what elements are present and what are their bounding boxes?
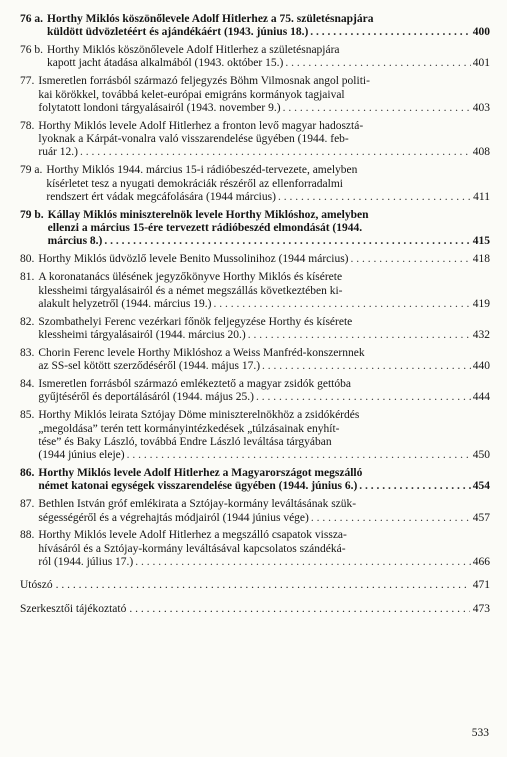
- entry-text: [38, 409, 490, 462]
- entry-line: német katonai egységek visszarendelése ügyében (1944. június 6.): [38, 480, 358, 493]
- dot-leader: [311, 512, 471, 525]
- entry-number: 84.: [20, 378, 35, 391]
- entry-line: Chorin Ferenc levele Horthy Miklóshoz a Weiss Manfréd-konszernnek: [38, 346, 365, 359]
- entry-text: [47, 13, 490, 40]
- entry-line: Ismeretlen forrásból származó emlékeztető a magyar zsidók gettóba: [38, 378, 351, 391]
- entry-text: [38, 529, 490, 569]
- entry-text: [47, 44, 490, 71]
- entry-line: ségességéről és a végrehajtás módjairól (1944 június vége): [38, 511, 309, 524]
- dot-leader: [256, 391, 471, 404]
- dot-leader: [129, 603, 469, 615]
- entry-page: 418: [472, 253, 490, 266]
- entry-line: gyűjtéséről és deportálásáról (1944. május 25.): [38, 391, 254, 404]
- dot-leader: [283, 102, 471, 115]
- toc-entry: [20, 529, 490, 569]
- entry-text: [38, 316, 490, 343]
- entry-text: [38, 347, 490, 374]
- entry-line: tése” és Baky László, továbbá Endre László leváltása tárgyában: [38, 435, 332, 448]
- entry-page: 444: [472, 391, 490, 404]
- entry-text: [38, 498, 490, 525]
- entry-page: 419: [472, 297, 490, 310]
- entry-number: 88.: [20, 529, 35, 542]
- extra-label: Szerkesztői tájékoztató: [20, 603, 127, 616]
- entry-line: (1944 június eleje): [38, 449, 125, 462]
- table-of-contents: [20, 13, 490, 627]
- entry-number: 82.: [20, 315, 35, 328]
- dot-leader: [359, 480, 470, 493]
- entry-number: 79 b.: [20, 208, 44, 221]
- toc-entry: [20, 467, 490, 494]
- entry-line: folytatott londoni tárgyalásairól (1943. november 9.): [38, 101, 281, 114]
- toc-entry: [20, 13, 490, 40]
- toc-entry: [20, 347, 490, 374]
- extra-label: Utószó: [20, 579, 53, 592]
- extra-page: 473: [472, 603, 490, 616]
- entry-line: klessheimi tárgyalásairól (1944. március 20.): [38, 328, 246, 341]
- entry-line: rendszert ért vádak megcáfolására (1944 március): [46, 190, 276, 203]
- dot-leader: [213, 298, 470, 311]
- entry-number: 83.: [20, 346, 35, 359]
- entry-line: Horthy Miklós leirata Sztójay Döme miniszterelnökhöz a zsidókérdés: [38, 409, 360, 422]
- entry-page: 400: [472, 26, 490, 39]
- dot-leader: [351, 253, 471, 266]
- toc-extra-entry: [20, 603, 490, 615]
- entry-number: 78.: [20, 119, 35, 132]
- entry-number: 79 a.: [20, 164, 43, 177]
- entry-page: 415: [472, 235, 490, 248]
- entry-line: ruár 12.): [38, 146, 78, 159]
- entry-line: kapott jacht átadása alkalmából (1943. október 15.): [47, 57, 284, 70]
- entry-page: 454: [472, 480, 490, 493]
- toc-entry: [20, 120, 490, 160]
- entry-text: [38, 271, 490, 311]
- entry-number: 86.: [20, 467, 35, 480]
- entry-page: 466: [472, 556, 490, 568]
- toc-entry: [20, 498, 490, 525]
- dot-leader: [278, 191, 471, 204]
- toc-entry: [20, 253, 490, 266]
- toc-extra-entry: [20, 579, 490, 591]
- entry-line: Horthy Miklós 1944. március 15-i rádióbeszéd-tervezete, amelyben: [46, 164, 358, 177]
- page-number: 533: [471, 727, 489, 739]
- entry-text: [38, 75, 490, 115]
- toc-entry: [20, 164, 490, 204]
- entry-line: Horthy Miklós levele Adolf Hitlerhez a fronton levő magyar hadosztá-: [38, 119, 364, 132]
- toc-entry: [20, 271, 490, 311]
- entry-line: Kállay Miklós miniszterelnök levele Horthy Miklóshoz, amelyben: [47, 208, 369, 221]
- entry-text: [38, 120, 490, 160]
- entry-number: 85.: [20, 409, 35, 422]
- entry-line: hívásáról és a Sztójay-kormány leváltásával kapcsolatos szándéká-: [38, 542, 346, 555]
- toc-entry: [20, 44, 490, 71]
- entry-line: ellenzi a március 15-ére tervezett rádióbeszéd elmondását (1944.: [47, 222, 363, 235]
- dot-leader: [56, 579, 470, 591]
- dot-leader: [285, 57, 470, 70]
- entry-line: Horthy Miklós levele Adolf Hitlerhez a megszálló csapatok vissza-: [38, 529, 347, 542]
- dot-leader: [104, 235, 470, 248]
- entry-line: Szombathelyi Ferenc vezérkari főnök feljegyzése Horthy és kísérete: [38, 315, 353, 328]
- entry-text: [38, 467, 490, 494]
- entry-line: Horthy Miklós levele Adolf Hitlerhez a Magyarországot megszálló: [38, 467, 363, 480]
- entry-line: kai körökkel, továbbá kelet-európai emigráns kormányok tagjaival: [38, 88, 345, 101]
- entry-page: 411: [473, 190, 490, 203]
- entry-text: [46, 164, 490, 204]
- entry-line: Bethlen István gróf emlékirata a Sztójay-kormány leváltásának szük-: [38, 498, 357, 511]
- entry-number: 81.: [20, 271, 35, 284]
- entry-line: klessheimi tárgyalásairól és a német megszállás következtében ki-: [38, 284, 343, 297]
- entry-line: „megoldása” terén tett kormányintézkedések „túlzásainak enyhít-: [38, 422, 340, 435]
- entry-line: ról (1944. július 17.): [38, 556, 134, 568]
- entry-page: 401: [472, 57, 490, 70]
- entry-page: 432: [472, 328, 490, 341]
- entry-line: A koronatanács ülésének jegyzőkönyve Horthy Miklós és kísérete: [38, 271, 343, 284]
- dot-leader: [310, 26, 470, 39]
- entry-line: az SS-sel kötött szerződéséről (1944. május 17.): [38, 360, 261, 373]
- entry-page: 408: [472, 146, 490, 159]
- entry-number: 87.: [20, 498, 35, 511]
- entry-line: alakult helyzetről (1944. március 19.): [38, 297, 212, 310]
- entry-page: 457: [472, 511, 490, 524]
- dot-leader: [248, 329, 471, 342]
- entry-line: Horthy Miklós köszönőlevele Adolf Hitlerhez a 75. születésnapjára: [47, 13, 374, 25]
- entry-number: 80.: [20, 253, 35, 266]
- entry-text: [38, 253, 490, 266]
- dot-leader: [262, 360, 471, 373]
- entry-text: [48, 209, 490, 249]
- dot-leader: [80, 146, 471, 159]
- entry-line: Horthy Miklós köszönőlevele Adolf Hitlerhez a születésnapjára: [47, 44, 340, 57]
- entry-page: 450: [472, 449, 490, 462]
- entry-line: küldött üdvözletéért és ajándékáért (1943. június 18.): [47, 26, 309, 39]
- toc-entry: [20, 378, 490, 405]
- toc-entry: [20, 316, 490, 343]
- toc-entry: [20, 209, 490, 249]
- entry-line: március 8.): [47, 235, 103, 248]
- dot-leader: [135, 556, 471, 569]
- extra-page: 471: [472, 579, 490, 592]
- entry-page: 440: [472, 360, 490, 373]
- entry-line: Horthy Miklós üdvözlő levele Benito Mussolinihoz (1944 március): [38, 253, 349, 266]
- entry-number: 76 b.: [20, 44, 43, 57]
- dot-leader: [127, 449, 471, 462]
- entry-number: 76 a.: [20, 13, 43, 25]
- entry-line: Ismeretlen forrásból származó feljegyzés Böhm Vilmosnak angol politi-: [38, 75, 370, 88]
- entry-number: 77.: [20, 75, 35, 88]
- entry-text: [38, 378, 490, 405]
- toc-entry: [20, 409, 490, 462]
- entry-page: 403: [472, 101, 490, 114]
- entry-line: kísérletet tesz a nyugati demokráciák részéről az ellenforradalmi: [46, 177, 343, 190]
- entry-line: lyoknak a Kárpát-vonalra való visszarendelése ügyében (1944. feb-: [38, 133, 349, 146]
- toc-entry: [20, 75, 490, 115]
